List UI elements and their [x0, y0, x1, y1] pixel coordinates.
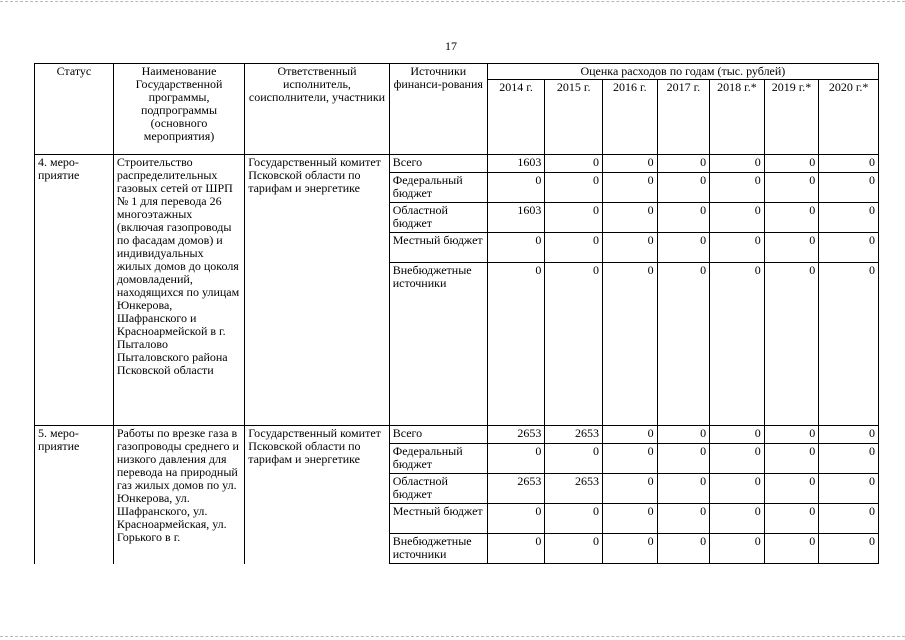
amount-cell: 0: [545, 155, 603, 173]
amount-cell: 0: [710, 426, 765, 444]
amount-cell: 0: [603, 173, 658, 203]
amount-cell: 0: [764, 426, 819, 444]
amount-cell: 0: [603, 263, 658, 426]
header-sources: Источники финанси-рования: [389, 64, 487, 155]
funding-source-label: Федеральный бюджет: [389, 444, 487, 474]
table-row: [35, 155, 879, 173]
table-row: [35, 426, 879, 444]
amount-cell: 2653: [487, 426, 545, 444]
header-year: 2019 г.*: [764, 80, 819, 155]
funding-source-label: Областной бюджет: [389, 203, 487, 233]
amount-cell: 0: [603, 203, 658, 233]
amount-cell: 0: [487, 534, 545, 564]
page-number: 17: [445, 39, 457, 53]
amount-cell: 0: [710, 233, 765, 263]
amount-cell: 0: [819, 233, 879, 263]
amount-cell: 0: [603, 233, 658, 263]
funding-source-label: Местный бюджет: [389, 504, 487, 534]
program-name-cell: Работы по врезке газа в газопроводы среднего и низкого давления для перевода на природный газ жилых домов по ул. Юнкерова, ул. Шафранского, ул. Красноармейская, ул. Горького в г.: [113, 426, 244, 564]
amount-cell: 2653: [545, 474, 603, 504]
amount-cell: 0: [603, 504, 658, 534]
amount-cell: 0: [657, 203, 710, 233]
amount-cell: 0: [819, 263, 879, 426]
amount-cell: 0: [657, 444, 710, 474]
funding-source-label: Областной бюджет: [389, 474, 487, 504]
amount-cell: 0: [819, 203, 879, 233]
amount-cell: 0: [764, 504, 819, 534]
amount-cell: 0: [710, 474, 765, 504]
amount-cell: 0: [764, 534, 819, 564]
status-cell: 4. меро-приятие: [35, 155, 114, 426]
amount-cell: 0: [603, 444, 658, 474]
amount-cell: 0: [487, 233, 545, 263]
amount-cell: 0: [657, 474, 710, 504]
amount-cell: 2653: [545, 426, 603, 444]
amount-cell: 0: [819, 173, 879, 203]
funding-source-label: Местный бюджет: [389, 233, 487, 263]
amount-cell: 0: [710, 173, 765, 203]
funding-source-label: Внебюджетные источники: [389, 534, 487, 564]
program-name-cell: Строительство распределительных газовых сетей от ШРП № 1 для перевода 26 многоэтажных (включая газопроводы по фасадам домов) и индивидуальных жилых домов до цоколя домовладений, находящихся по улицам Юнкерова, Шафранского и Красноармейской в г. Пыталово Пыталовского района Псковской области: [113, 155, 244, 426]
amount-cell: 0: [487, 444, 545, 474]
funding-source-label: Федеральный бюджет: [389, 173, 487, 203]
header-year: 2015 г.: [545, 80, 603, 155]
header-responsible: Ответственный исполнитель, соисполнители, участники: [245, 64, 390, 155]
header-year: 2017 г.: [657, 80, 710, 155]
amount-cell: 0: [819, 426, 879, 444]
amount-cell: 0: [819, 155, 879, 173]
responsible-cell: Государственный комитет Псковской области по тарифам и энергетике: [245, 155, 390, 426]
amount-cell: 0: [710, 534, 765, 564]
status-cell: 5. меро-приятие: [35, 426, 114, 564]
amount-cell: 0: [819, 504, 879, 534]
scan-edge-bottom: [0, 636, 905, 637]
header-year: 2016 г.: [603, 80, 658, 155]
amount-cell: 0: [710, 203, 765, 233]
amount-cell: 0: [603, 155, 658, 173]
amount-cell: 0: [710, 155, 765, 173]
amount-cell: 1603: [487, 155, 545, 173]
amount-cell: 0: [657, 504, 710, 534]
amount-cell: 0: [487, 263, 545, 426]
amount-cell: 0: [710, 504, 765, 534]
header-year: 2018 г.*: [710, 80, 765, 155]
amount-cell: 0: [764, 203, 819, 233]
amount-cell: 0: [545, 203, 603, 233]
header-year: 2020 г.*: [819, 80, 879, 155]
amount-cell: 0: [603, 474, 658, 504]
amount-cell: 1603: [487, 203, 545, 233]
amount-cell: 0: [657, 263, 710, 426]
budget-table: [34, 63, 879, 564]
amount-cell: 0: [545, 444, 603, 474]
header-year: 2014 г.: [487, 80, 545, 155]
amount-cell: 0: [603, 534, 658, 564]
amount-cell: 0: [603, 426, 658, 444]
amount-cell: 0: [657, 155, 710, 173]
header-estimate: Оценка расходов по годам (тыс. рублей): [487, 64, 878, 80]
amount-cell: 0: [819, 444, 879, 474]
amount-cell: 0: [545, 173, 603, 203]
amount-cell: 0: [657, 173, 710, 203]
amount-cell: 0: [764, 263, 819, 426]
amount-cell: 0: [657, 534, 710, 564]
amount-cell: 0: [487, 173, 545, 203]
amount-cell: 0: [764, 155, 819, 173]
amount-cell: 0: [710, 444, 765, 474]
header-status: Статус: [35, 64, 114, 155]
scan-edge-top: [0, 1, 905, 2]
amount-cell: 0: [545, 534, 603, 564]
funding-source-label: Внебюджетные источники: [389, 263, 487, 426]
amount-cell: 0: [764, 233, 819, 263]
header-program-name: Наименование Государственной программы, подпрограммы (основного мероприятия): [113, 64, 244, 155]
amount-cell: 0: [819, 474, 879, 504]
amount-cell: 0: [487, 504, 545, 534]
amount-cell: 0: [657, 426, 710, 444]
funding-source-label: Всего: [389, 155, 487, 173]
funding-source-label: Всего: [389, 426, 487, 444]
amount-cell: 0: [545, 504, 603, 534]
amount-cell: 0: [819, 534, 879, 564]
amount-cell: 0: [764, 474, 819, 504]
amount-cell: 0: [710, 263, 765, 426]
responsible-cell: Государственный комитет Псковской области по тарифам и энергетике: [245, 426, 390, 564]
amount-cell: 0: [764, 173, 819, 203]
amount-cell: 0: [764, 444, 819, 474]
amount-cell: 0: [545, 263, 603, 426]
amount-cell: 0: [545, 233, 603, 263]
amount-cell: 2653: [487, 474, 545, 504]
amount-cell: 0: [657, 233, 710, 263]
